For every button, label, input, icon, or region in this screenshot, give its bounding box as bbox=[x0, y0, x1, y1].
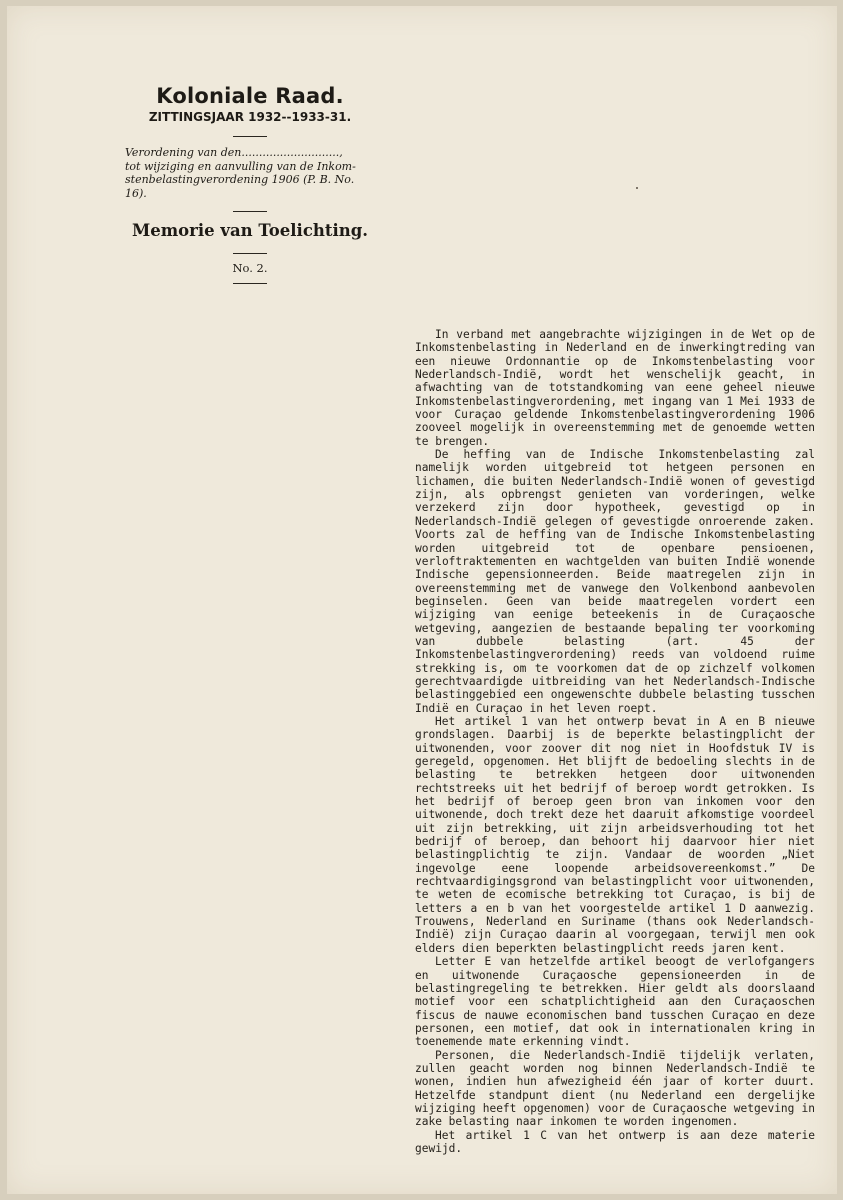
explanatory-text bbox=[415, 328, 815, 1155]
paper-speck bbox=[636, 187, 638, 189]
document-type-heading: Memorie van Toelichting. bbox=[131, 221, 369, 240]
paragraph: In verband met aangebrachte wijzigingen in de Wet op de Inkomstenbelasting in Nederland en de inwerkingtreding van een nieuwe Ordonnantie op de Inkomstenbelasting voor Nederlandsch-Indië, wordt het wenschelijk geacht, in afwachting van de totstandkoming van eene geheel nieuwe Inkomstenbelastingverordening, met ingang van 1 Mei 1933 de voor Curaçao geldende Inkomstenbelastingverordening 1906 zooveel mogelijk in overeenstemming met de genoemde wetten te brengen. bbox=[415, 328, 815, 448]
ordinance-line: stenbelastingverordening 1906 (P. B. No. 16). bbox=[125, 173, 355, 200]
paragraph: Letter E van hetzelfde artikel beoogt de verlofgangers en uitwonende Curaçaosche gepensioneerden in de belastingregeling te betrekken. Hier geldt als doorslaand motief voor een schatplichtigheid aan den Curaçaoschen fiscus de nauwe economischen band tusschen Curaçao en deze personen, een motief, dat ook in internationalen kring in toenemende mate erkenning vindt. bbox=[415, 955, 815, 1049]
paragraph: Het artikel 1 C van het ontwerp is aan deze materie gewijd. bbox=[415, 1128, 815, 1155]
ordinance-line: Verordening van den............................, bbox=[125, 146, 343, 159]
divider bbox=[233, 136, 267, 137]
document-number: No. 2. bbox=[232, 261, 268, 275]
divider bbox=[233, 211, 267, 212]
council-title: Koloniale Raad. bbox=[156, 84, 344, 108]
ordinance-description bbox=[125, 146, 375, 200]
divider bbox=[233, 283, 267, 284]
paragraph: De heffing van de Indische Inkomstenbelasting zal namelijk worden uitgebreid tot hetgeen personen en lichamen, die buiten Nederlandsch-Indië wonen of gevestigd zijn, als opbrengst genieten van vorderingen, welke verzekerd zijn door hypotheek, gevestigd op in Nederlandsch-Indië gelegen of gevestigde onroerende zaken. Voorts zal de heffing van de Indische Inkomstenbelasting worden uitgebreid tot de openbare pensioenen, verloftraktementen en wachtgelden van buiten Indië wonende Indische gepensionneerden. Beide maatregelen zijn in overeenstemming met de vanwege den Volkenbond aanbevolen beginselen. Geen van beide maatregelen vordert een wijziging van eenige beteekenis in de Curaçaosche wetgeving, aangezien de bestaande bepaling ter voorkoming van dubbele belasting (art. 45 der Inkomstenbelastingverordening) reeds van voldoend ruime strekking is, om te voorkomen dat de op zichzelf volkomen gerechtvaardigde uitbreiding van het Nederlandsch-Indische belastinggebied een ongewenschte dubbele belasting tusschen Indië en Curaçao in het leven roept. bbox=[415, 448, 815, 715]
ordinance-line: tot wijziging en aanvulling van de Inkom- bbox=[125, 159, 356, 173]
document-header bbox=[115, 84, 385, 293]
divider bbox=[233, 253, 267, 254]
document-page bbox=[7, 6, 837, 1194]
session-year: ZITTINGSJAAR 1932--1933-31. bbox=[148, 110, 352, 124]
paragraph: Personen, die Nederlandsch-Indië tijdelijk verlaten, zullen geacht worden nog binnen Nederlandsch-Indië te wonen, indien hun afwezigheid één jaar of korter duurt. Hetzelfde standpunt dient (nu Nederland een dergelijke wijziging heeft opgenomen) voor de Curaçaosche wetgeving in zake belasting naar inkomen te worden ingenomen. bbox=[415, 1048, 815, 1129]
paragraph: Het artikel 1 van het ontwerp bevat in A en B nieuwe grondslagen. Daarbij is de beperkte belastingplicht der uitwonenden, voor zoover dit nog niet in Hoofdstuk IV is geregeld, opgenomen. Het blijft de bedoeling slechts in de belasting te betrekken hetgeen door uitwonenden rechtstreeks uit het bedrijf of beroep wordt getrokken. Is het bedrijf of beroep geen bron van inkomen voor den uitwonende, doch trekt deze het daaruit afkomstige voordeel uit zijn betrekking, uit zijn arbeidsverhouding tot het bedrijf of beroep, dan behoort hij daarvoor hier niet belastingplichtig te zijn. Vandaar de woorden „Niet ingevolge eene loopende arbeidsovereenkomst.” De rechtvaardigingsgrond van belastingplicht voor uitwonenden, te weten de ecomische betrekking tot Curaçao, is bij de letters a en b van het voorgestelde artikel 1 D aanwezig. Trouwens, Nederland en Suriname (thans ook Nederlandsch-Indië) zijn Curaçao daarin al voorgegaan, terwijl men ook elders dien beperkten belastingplicht reeds jaren kent. bbox=[415, 714, 815, 955]
